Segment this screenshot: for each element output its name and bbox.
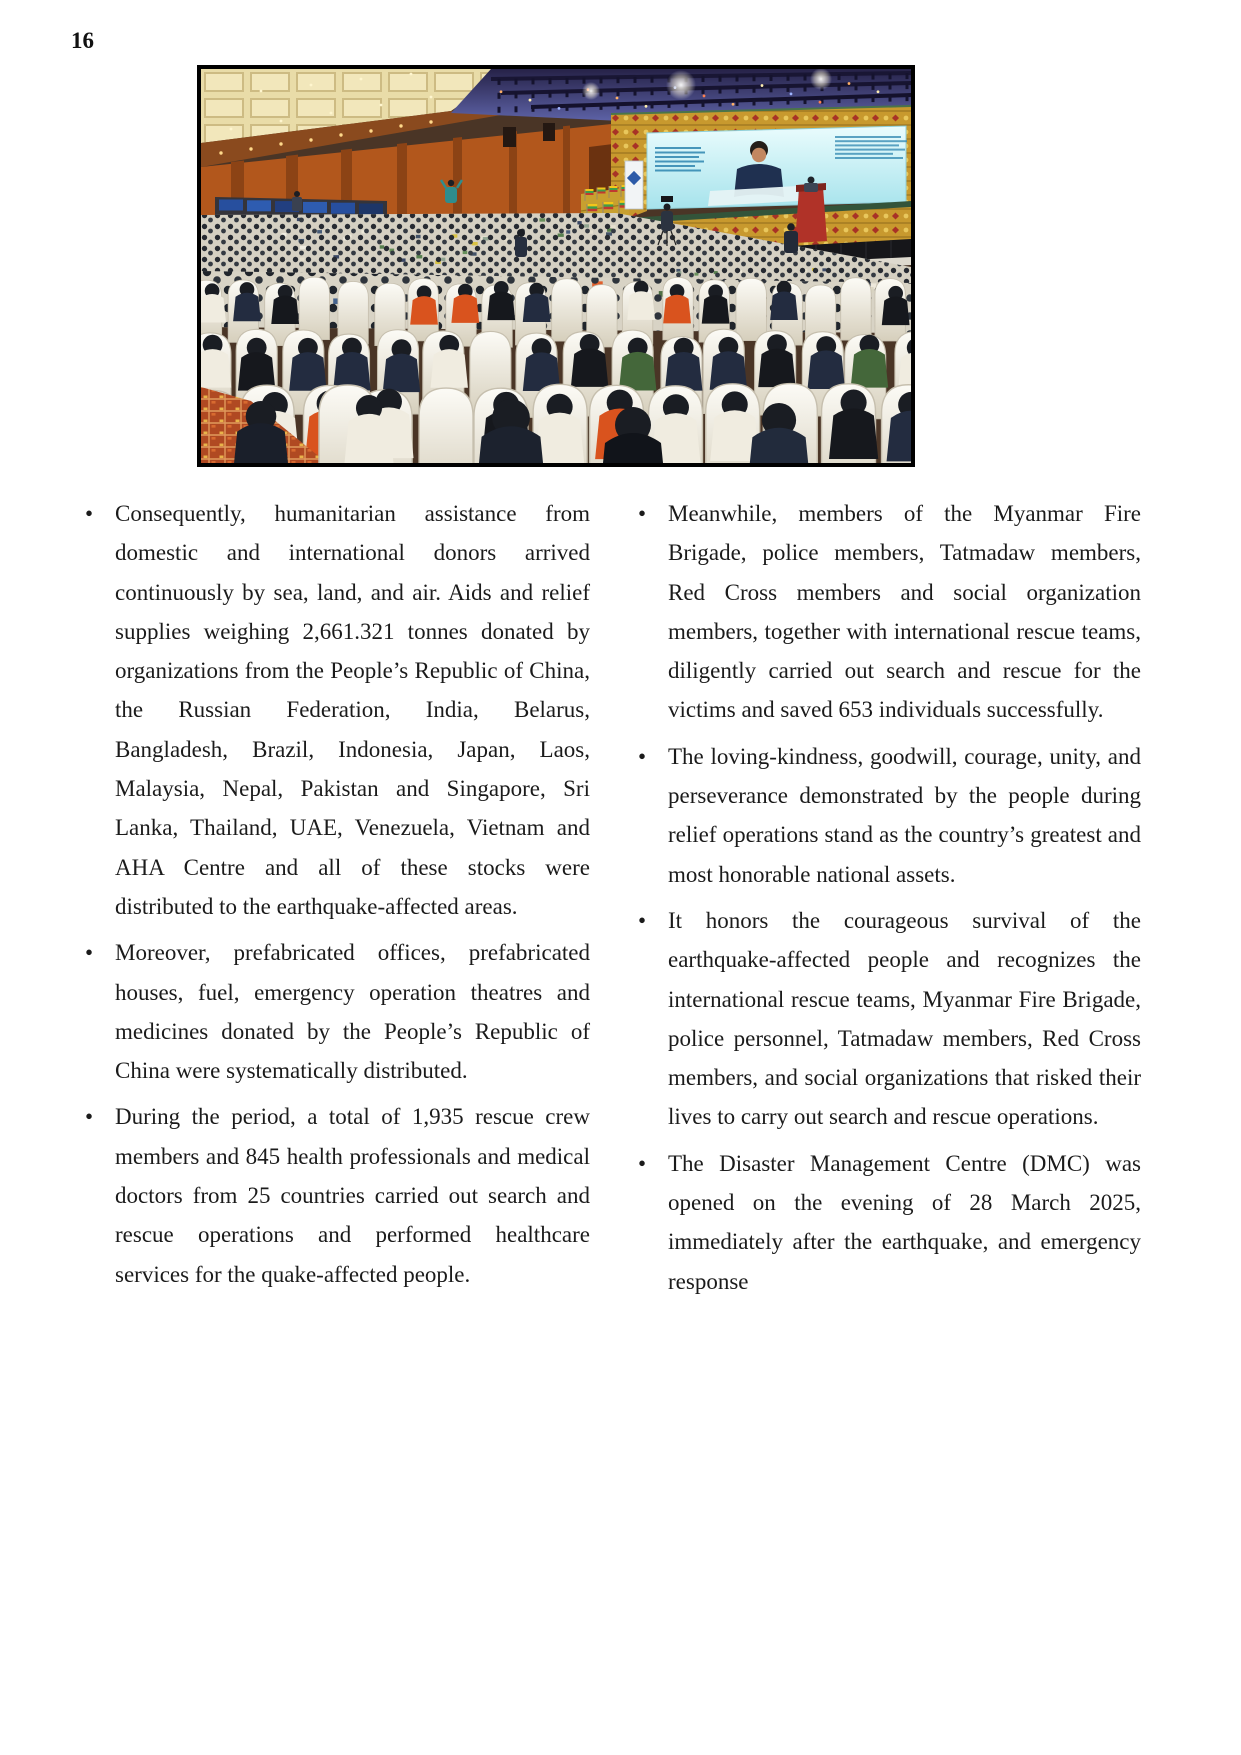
ceremony-hall-photo [197, 65, 915, 467]
bullet-item: • Moreover, prefabricated offices, prefabricated houses, fuel, emergency operation theatres and medicines donated by the People’s Republic of China were systematically distributed. [72, 933, 590, 1090]
hall-photo-graphic [201, 69, 911, 463]
article-columns [72, 494, 1141, 1308]
left-column [72, 494, 590, 1308]
bullet-item: • Consequently, humanitarian assistance from domestic and international donors arrived continuously by sea, land, and air. Aids and relief supplies weighing 2,661.321 tonnes donated by organizations from the People’s Republic of China, the Russian Federation, India, Belarus, Bangladesh, Brazil, Indonesia, Japan, Laos, Malaysia, Nepal, Pakistan and Singapore, Sri Lanka, Thailand, UAE, Venezuela, Vietnam and AHA Centre and all of these stocks were distributed to the earthquake-affected areas. [72, 494, 590, 926]
projection-screen [647, 126, 907, 209]
bullet-item: • Meanwhile, members of the Myanmar Fire Brigade, police members, Tatmadaw members, Red Cross members and social organization members, together with international rescue teams, diligently carried out search and rescue for the victims and saved 653 individuals successfully. [628, 494, 1141, 730]
bullet-item: • During the period, a total of 1,935 rescue crew members and 845 health professionals and medical doctors from 25 countries carried out search and rescue operations and performed healthcare services for the quake-affected people. [72, 1097, 590, 1293]
right-column [628, 494, 1141, 1308]
bullet-item: • The loving-kindness, goodwill, courage, unity, and perseverance demonstrated by the people during relief operations stand as the country’s greatest and most honorable national assets. [628, 737, 1141, 894]
bullet-item: • The Disaster Management Centre (DMC) was opened on the evening of 28 March 2025, immediately after the earthquake, and emergency response [628, 1144, 1141, 1301]
stage-podium [795, 177, 827, 244]
page-number: 16 [71, 28, 94, 53]
stage-banner [625, 161, 643, 209]
bullet-item: • It honors the courageous survival of the earthquake-affected people and recognizes the international rescue teams, Myanmar Fire Brigade, police personnel, Tatmadaw members, Red Cross members, and social organizations that risked their lives to carry out search and rescue operations. [628, 901, 1141, 1137]
